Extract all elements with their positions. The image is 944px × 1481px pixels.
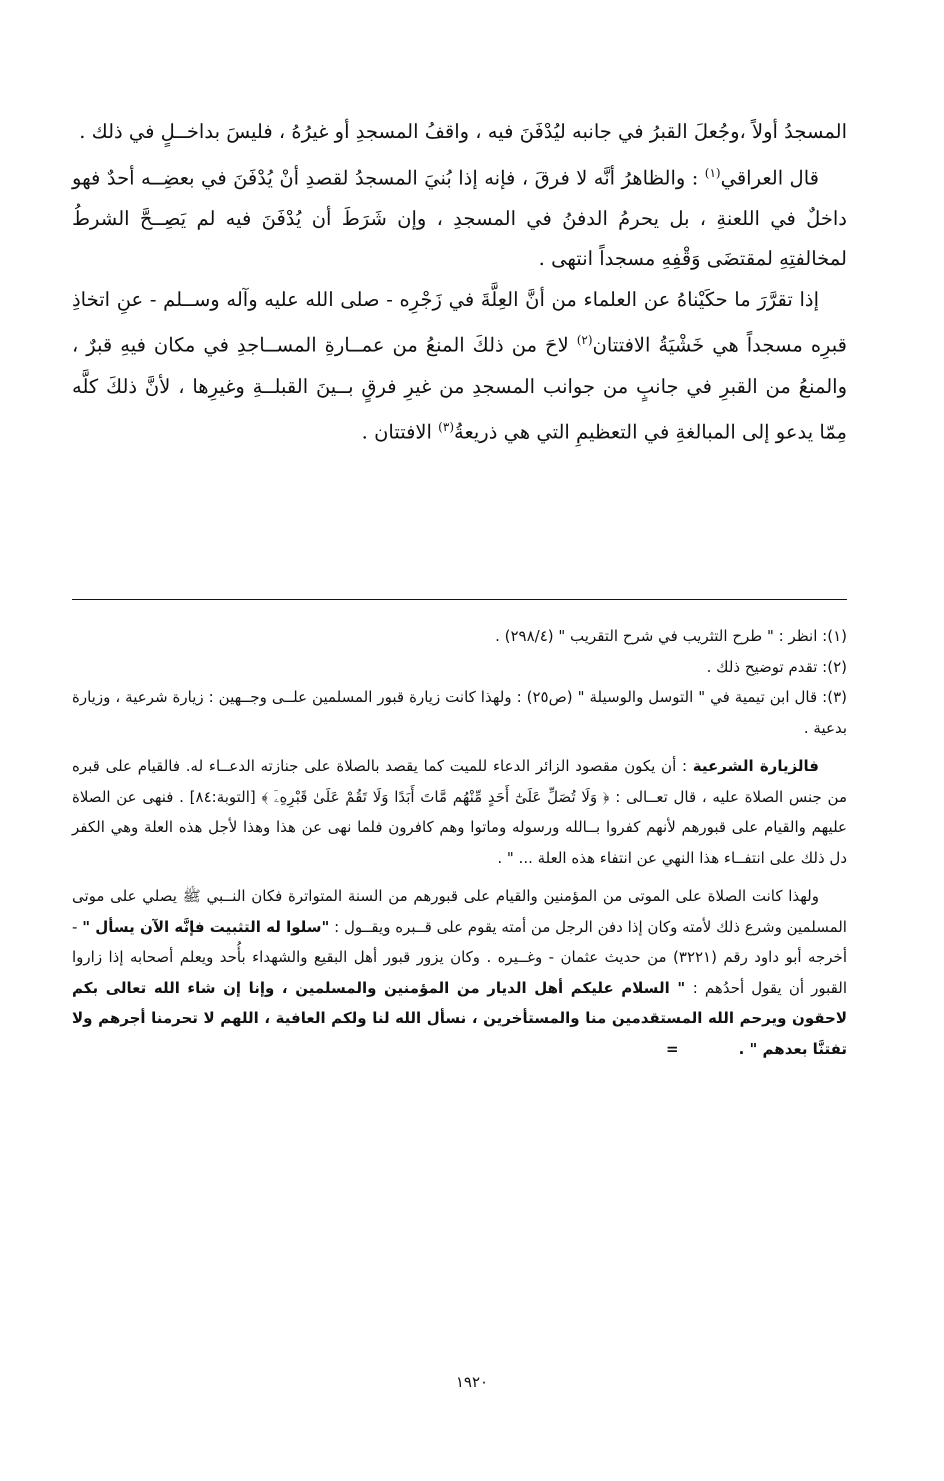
footnote-ref-2: (٢): [576, 333, 593, 348]
paragraph-3-text-a: إذا تقرَّرَ ما حكَيْناهُ عن العلماء من أنَّ العِلَّةَ في زَجْرِه - صلى الله عليه وآله وســلم - عنِ اتخاذِ قبرِه مسجداً هي خَشْيَةُ الافتتان: [72, 287, 847, 357]
footnotes: [72, 621, 847, 1064]
main-text: [72, 112, 847, 453]
footnote-1: (١): انظر : " طرح التثريب في شرح التقريب " (٢٩٨/٤) .: [495, 627, 847, 645]
paragraph-1-text: المسجدُ أولاً ،وجُعلَ القبرُ في جانبه ليُدْفَنَ فيه ، واقفُ المسجدِ أو غيرُهُ ، فليسَ بداخــلٍ في ذلك .: [79, 120, 847, 143]
footnote-quote-2-text-b: - أخرجه أبو داود رقم (٣٢٢١) من حديث عثمان - وغــيره . وكان يزور قبور أهل البقيع والشهداء بأُحد ويعلم أصحابه إذا زاروا القبور أن يقول أحدُهم :: [72, 917, 847, 997]
paragraph-3-text-c: الافتتان .: [361, 420, 439, 444]
footnote-quote-2-bold-2: " السلام عليكم أهل الديار من المؤمنين والمسلمين ، وإنا إن شاء الله تعالى بكم لاحقون ويرحم الله المستقدمين منا والمستأخرين ، نسأل الله لنا ولكم العافية ، اللهم لا تحرمنا أجرهم ولا تفتنَّا بعدهم " .: [72, 978, 847, 1058]
footnote-quote-1-text: : أن يكون مقصود الزائر الدعاء للميت كما يقصد بالصلاة على جنازته الدعــاء له. فالقيام على قبره من جنس الصلاة عليه ، قال تعــالى : ﴿ وَلَا تُصَلِّ عَلَىٰٓ أَحَدٍ مِّنْهُم مَّاتَ أَبَدًا وَلَا تَقُمْ عَلَىٰ قَبْرِهِۦٓ ﴾ [التوبة:٨٤] . فنهى عن الصلاة عليهم والقيام على قبورهم لأنهم كفروا بــالله ورسوله وماتوا وهم كافرون فلما نهى عن هذا وهذا لأجل هذه العلة وهي الكفر دل ذلك على انتفــاء هذا النهي عن انتفاء هذه العلة ... " .: [72, 757, 847, 867]
footnote-ref-3: (٣): [438, 420, 454, 435]
footnote-separator: [72, 599, 847, 600]
paragraph-3-text-b: لاحَ من ذلكَ المنعُ من عمــارةِ المســاجدِ في مكان فيهِ قبرٌ ، والمنعُ من القبرِ في جانبٍ من جوانب المسجدِ من غيرِ فرقٍ بــينَ القبلــةِ وغيرِها ، لأنَّ ذلكَ كلَّه مِمّا يدعو إلى المبالغةِ في التعظيمِ التي هي ذريعةُ: [72, 333, 847, 444]
paragraph-2-text-a: قال العراقي: [720, 166, 819, 190]
footnote-quote-2-bold-1: "سلوا له التثبيت فإنَّه الآن يسأل ": [82, 917, 330, 936]
paragraph-2: [72, 153, 847, 280]
page-number: ١٩٢٠: [455, 1373, 489, 1391]
footnote-ref-1: (١): [704, 165, 721, 180]
footnote-quote-1-bold: فالزيارة الشرعية: [692, 757, 820, 775]
footnote-quote-1: [72, 751, 847, 873]
footnote-quote-2-text-a: ولهذا كانت الصلاة على الموتى من المؤمنين والقيام على قبورهم من السنة المتواترة فكان النــبي ﷺ يصلي على موتى المسلمين وشرع ذلك لأمته وكان إذا دفن الرجل من أمته يقوم على قــبره ويقــول :: [72, 887, 847, 936]
paragraph-3: [72, 280, 847, 453]
paragraph-1: [72, 112, 847, 153]
footnote-3: (٣): قال ابن تيمية في " التوسل والوسيلة " (ص٢٥) : ولهذا كانت زيارة قبور المسلمين علــى وجــهين : زيارة شرعية ، وزيارة بدعية .: [72, 688, 847, 737]
paragraph-2-text-b: : والظاهرُ أنَّه لا فرقَ ، فإنه إذا بُنيَ المسجدُ لقصدِ أنْ يُدْفَنَ في بعضِــه أحدٌ فهو داخلٌ في اللعنةِ ، بل يحرمُ الدفنُ في المسجدِ ، وإن شَرَطَ أن يُدْفَنَ فيه لم يَصِــحَّ الشرطُ لمخالفتِهِ لمقتضَى وَقْفِهِ مسجداً انتهى .: [72, 166, 847, 271]
footnote-2: (٢): تقدم توضيح ذلك .: [706, 657, 847, 676]
footnote-quote-2: [72, 881, 847, 1064]
footnote-continuation-mark: =: [666, 1039, 679, 1058]
